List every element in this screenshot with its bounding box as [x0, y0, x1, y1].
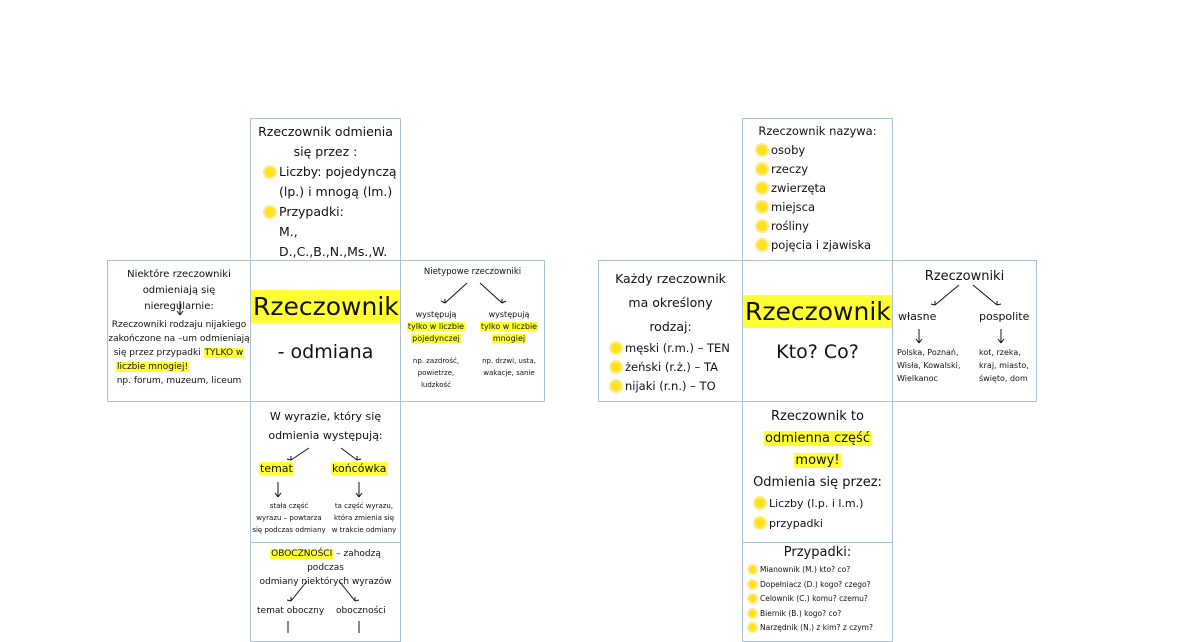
right-bottom2-list	[743, 563, 892, 636]
sun-icon	[757, 183, 767, 193]
right-right-col1: własne	[898, 310, 937, 323]
list-item	[749, 563, 892, 578]
left-left-p3b: TYLKO w	[204, 348, 244, 358]
list-item-label: Dopełniacz (D.) kogo? czego?	[760, 579, 871, 589]
left-right-col2-a: występują	[488, 310, 530, 319]
right-left-cell	[598, 260, 743, 402]
list-item	[755, 494, 892, 514]
list-item-label: męski (r.m.) – TEN	[625, 341, 730, 355]
list-item-label: Biernik (B.) kogo? co?	[760, 608, 842, 618]
list-item-label: pojęcia i zjawiska	[771, 238, 872, 252]
list-item	[749, 621, 892, 636]
list-item-label: rzeczy	[771, 162, 809, 176]
right-right-title: Rzeczowniki	[924, 269, 1005, 284]
left-bottom-title-1: W wyrazie, który się	[269, 410, 382, 423]
sun-icon	[611, 362, 621, 372]
right-left-list	[599, 339, 742, 396]
right-right-col2-e2: kraj, miasto,	[979, 361, 1029, 370]
right-left-line-3: rodzaj:	[649, 319, 692, 334]
left-top-item-1b: (lp.) i mnogą (lm.)	[279, 184, 393, 199]
sun-icon	[757, 145, 767, 155]
sun-icon	[749, 566, 756, 573]
right-bottom-list	[743, 494, 892, 534]
left-top-title-2: się przez :	[293, 144, 358, 159]
left-center-subtitle: - odmiana	[277, 341, 374, 363]
left-bottom-col2-d3: w trakcie odmiany	[331, 526, 397, 534]
list-item-label: nijaki (r.n.) – TO	[625, 379, 716, 393]
list-item-label: zwierzęta	[771, 181, 827, 195]
sun-icon	[611, 381, 621, 391]
left-top-item-1a: Liczby: pojedynczą	[279, 164, 397, 179]
left-center-title: Rzeczownik	[253, 292, 399, 321]
right-top-cell	[742, 118, 893, 261]
left-right-col1-ex2: powietrze, ludzkość	[417, 369, 455, 389]
right-right-col2-e3: święto, dom	[979, 374, 1028, 383]
left-bottom2-highlight: OBOCZNOŚCI	[271, 549, 333, 559]
left-right-col2-ex1: np. drzwi, usta,	[482, 357, 536, 365]
sun-icon	[757, 202, 767, 212]
sun-icon	[757, 240, 767, 250]
left-bottom-title-2: odmienia występują:	[268, 429, 383, 442]
right-bottom-cell	[742, 401, 893, 543]
list-item	[611, 358, 742, 377]
left-bottom2-col2: oboczności	[336, 606, 386, 616]
sun-icon	[749, 595, 756, 602]
left-left-p5: np. forum, muzeum, liceum	[116, 376, 242, 386]
list-item	[611, 377, 742, 396]
left-left-line-2: odmieniają się nieregularnie:	[142, 285, 216, 312]
list-item	[611, 339, 742, 358]
list-item-label: osoby	[771, 143, 806, 157]
left-bottom2-col1: temat oboczny	[257, 606, 325, 616]
right-bottom2-title: Przypadki:	[783, 545, 852, 560]
left-bottom-col2-d2: która zmienia się	[333, 514, 394, 522]
right-left-line-1: Każdy rzeczownik	[615, 271, 726, 286]
left-bottom2-cell	[250, 542, 401, 642]
right-right-col2-e1: kot, rzeka,	[979, 348, 1021, 357]
left-bottom-cell	[250, 401, 401, 543]
list-item-label: miejsca	[771, 200, 816, 214]
right-bottom2-cell	[742, 542, 893, 642]
left-bottom-col1-d1: stała część	[269, 502, 309, 510]
sun-icon	[757, 164, 767, 174]
left-left-p1: Rzeczowniki rodzaju nijakiego	[111, 320, 247, 330]
left-right-col1-b: tylko w liczbie	[407, 322, 465, 331]
right-bottom-text-1: Rzeczownik to	[771, 409, 864, 424]
left-center-cell	[250, 260, 401, 402]
list-item	[757, 236, 892, 255]
list-item-label: Mianownik (M.) kto? co?	[760, 565, 851, 574]
list-item	[749, 578, 892, 593]
sun-icon	[749, 610, 756, 617]
right-bottom-text-4: Odmienia się przez:	[753, 475, 882, 490]
right-right-cell	[892, 260, 1037, 402]
left-bottom2-arrows	[251, 543, 401, 642]
sun-icon	[755, 518, 765, 528]
right-top-title: Rzeczownik nazywa:	[758, 124, 877, 138]
list-item	[757, 141, 892, 160]
list-item-label: żeński (r.ż.) – TA	[625, 360, 718, 374]
list-item-label: Narzędnik (N.) z kim? z czym?	[760, 623, 873, 632]
left-right-title: Nietypowe rzeczowniki	[423, 267, 522, 277]
left-left-p2: zakończone na –um odmieniają	[108, 334, 250, 344]
list-item	[757, 217, 892, 236]
left-right-col1-ex1: np. zazdrość,	[412, 357, 460, 365]
right-bottom-text-2: odmienna część	[765, 431, 870, 446]
left-top-cell	[250, 118, 401, 261]
right-center-cell	[742, 260, 893, 402]
right-right-col1-e2: Wisła, Kowalski,	[897, 361, 961, 370]
list-item-label: przypadki	[769, 517, 823, 530]
left-right-col1-a: występują	[415, 310, 457, 319]
right-right-col1-e1: Polska, Poznań,	[897, 348, 959, 357]
left-left-line-1: Niektóre rzeczowniki	[127, 269, 231, 280]
left-right-col2-ex2: wakacje, sanie	[483, 369, 535, 377]
list-item	[757, 160, 892, 179]
right-right-col2: pospolite	[979, 310, 1030, 323]
sun-icon	[611, 343, 621, 353]
sun-icon	[265, 207, 275, 217]
left-top-item-2a: Przypadki:	[279, 204, 344, 219]
left-left-cell	[107, 260, 251, 402]
left-bottom2-text-1: – zahodzą podczas	[307, 549, 381, 573]
right-center-subtitle: Kto? Co?	[776, 341, 859, 363]
right-left-line-2: ma określony	[628, 295, 713, 310]
right-top-list	[743, 141, 892, 255]
left-top-item-2b: M., D.,C.,B.,N.,Ms.,W.	[279, 224, 388, 259]
left-right-col1-c: pojedynczej	[412, 334, 460, 343]
left-bottom-col1: temat	[260, 462, 293, 475]
left-right-cell	[400, 260, 545, 402]
left-bottom-col1-d3: się podczas odmiany	[252, 526, 326, 534]
left-bottom-col2-d1: ta część wyrazu,	[334, 502, 394, 510]
list-item	[755, 514, 892, 534]
left-right-col2-b: tylko w liczbie	[480, 322, 538, 331]
right-right-col1-e3: Wielkanoc	[897, 374, 938, 383]
sun-icon	[757, 221, 767, 231]
left-left-p3a: się przez przypadki	[113, 348, 201, 358]
right-bottom-text-3: mowy!	[795, 453, 840, 468]
list-item-label: Celownik (C.) komu? czemu?	[760, 594, 868, 603]
left-right-col2-c: mnogiej	[492, 334, 526, 343]
left-bottom2-text-2: odmiany niektórych wyrazów	[259, 577, 392, 587]
left-left-p4: liczbie mnogiej!	[117, 362, 189, 372]
list-item	[757, 179, 892, 198]
right-center-title: Rzeczownik	[745, 297, 891, 326]
list-item	[749, 592, 892, 607]
sun-icon	[755, 498, 765, 508]
list-item	[757, 198, 892, 217]
list-item-label: rośliny	[771, 219, 809, 233]
left-bottom-col2: końcówka	[332, 462, 387, 475]
left-bottom-col1-d2: wyrazu – powtarza	[256, 514, 322, 522]
list-item-label: Liczby (l.p. i l.m.)	[769, 497, 864, 510]
left-top-title-1: Rzeczownik odmienia	[258, 124, 393, 139]
list-item	[749, 607, 892, 622]
sun-icon	[749, 581, 756, 588]
sun-icon	[265, 167, 275, 177]
